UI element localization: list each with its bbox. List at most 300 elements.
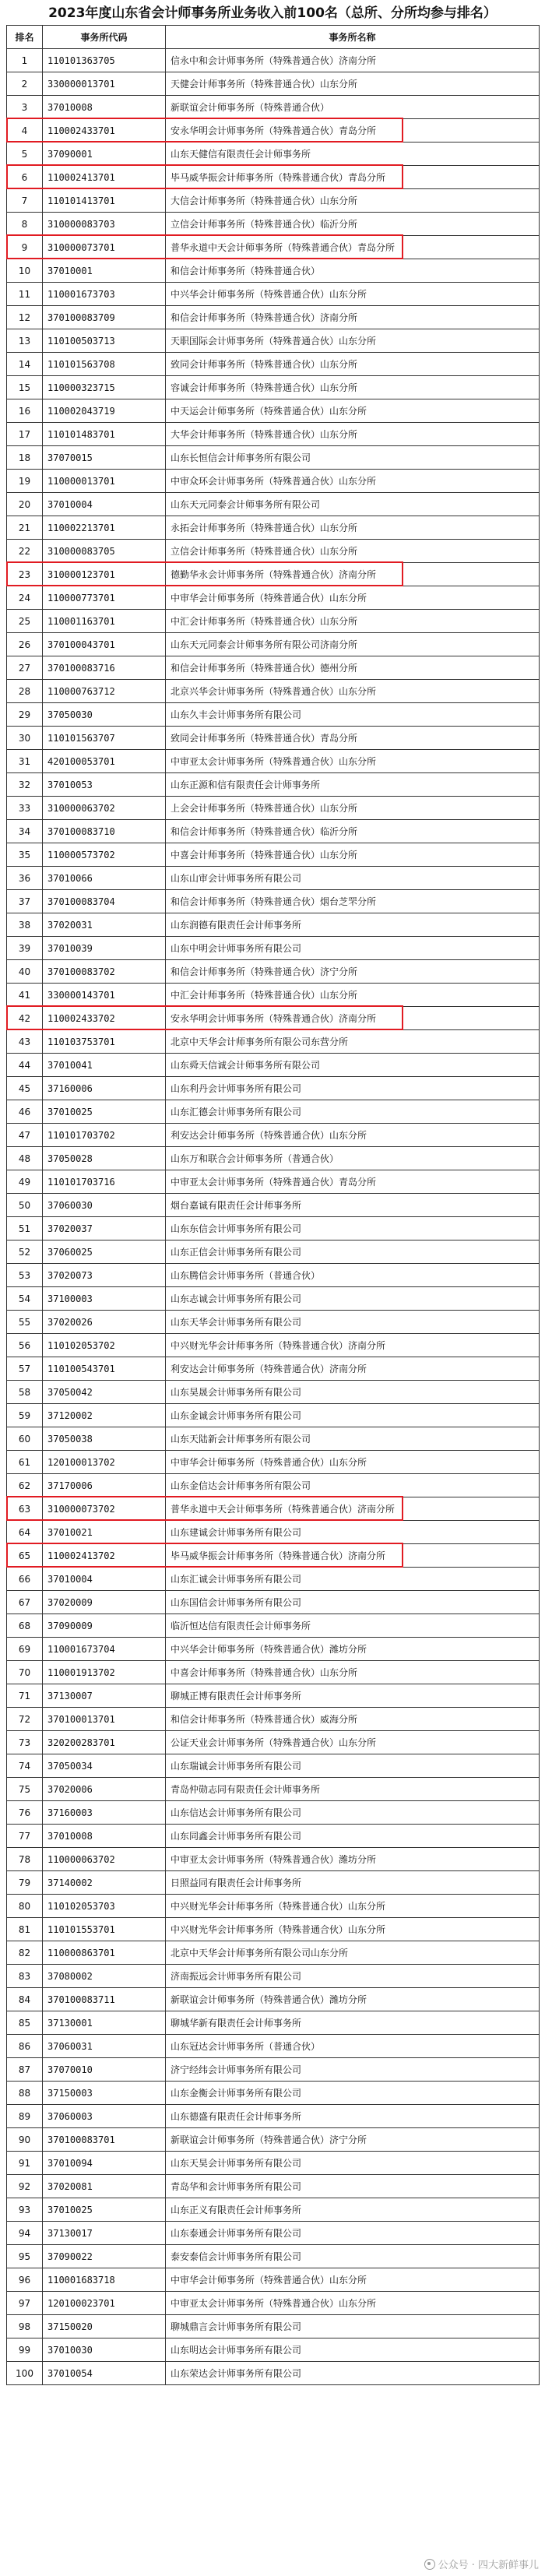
table-row [7, 1077, 540, 1100]
table-row [7, 329, 540, 353]
code-cell: 37020037 [43, 1217, 166, 1240]
table-row [7, 2198, 540, 2222]
rank-cell: 90 [7, 2128, 43, 2152]
name-cell: 中审华会计师事务所（特殊普通合伙）山东分所 [166, 586, 540, 610]
rank-cell: 38 [7, 913, 43, 937]
rank-cell: 35 [7, 843, 43, 867]
name-cell: 济宁经纬会计师事务所有限公司 [166, 2058, 540, 2082]
code-cell: 110001683718 [43, 2268, 166, 2292]
name-cell: 大华会计师事务所（特殊普通合伙）山东分所 [166, 423, 540, 446]
rank-cell: 20 [7, 493, 43, 516]
code-cell: 37010004 [43, 1568, 166, 1591]
table-row [7, 1100, 540, 1124]
table-row [7, 937, 540, 960]
rank-cell: 96 [7, 2268, 43, 2292]
name-cell: 济南振远会计师事务所有限公司 [166, 1965, 540, 1988]
name-cell: 和信会计师事务所（特殊普通合伙） [166, 259, 540, 283]
table-row-highlighted [7, 1007, 540, 1030]
table-row [7, 470, 540, 493]
table-row [7, 2338, 540, 2362]
code-cell: 110002213701 [43, 516, 166, 540]
code-cell: 37060030 [43, 1194, 166, 1217]
rank-cell: 1 [7, 49, 43, 72]
name-cell: 日照益同有限责任会计师事务所 [166, 1871, 540, 1895]
name-cell: 天职国际会计师事务所（特殊普通合伙）山东分所 [166, 329, 540, 353]
code-cell: 110100543701 [43, 1357, 166, 1381]
table-row [7, 2082, 540, 2105]
code-cell: 37020081 [43, 2175, 166, 2198]
table-row [7, 2035, 540, 2058]
table-row [7, 1848, 540, 1871]
code-cell: 37120002 [43, 1404, 166, 1427]
code-cell: 370100043701 [43, 633, 166, 656]
name-cell: 山东天昊会计师事务所有限公司 [166, 2152, 540, 2175]
rank-cell: 84 [7, 1988, 43, 2011]
rank-cell: 57 [7, 1357, 43, 1381]
rank-cell: 5 [7, 143, 43, 166]
rank-cell: 54 [7, 1287, 43, 1311]
name-cell: 普华永道中天会计师事务所（特殊普通合伙）济南分所 [166, 1497, 540, 1521]
name-cell: 山东万和联合会计师事务所（普通合伙） [166, 1147, 540, 1170]
rank-cell: 77 [7, 1825, 43, 1848]
rank-cell: 60 [7, 1427, 43, 1451]
rank-cell: 81 [7, 1918, 43, 1941]
name-cell: 山东中明会计师事务所有限公司 [166, 937, 540, 960]
name-cell: 山东正信会计师事务所有限公司 [166, 1240, 540, 1264]
name-cell: 安永华明会计师事务所（特殊普通合伙）青岛分所 [166, 119, 540, 143]
code-cell: 310000083703 [43, 213, 166, 236]
rank-cell: 49 [7, 1170, 43, 1194]
code-cell: 37060003 [43, 2105, 166, 2128]
table-row [7, 1591, 540, 1614]
name-cell: 安永华明会计师事务所（特殊普通合伙）济南分所 [166, 1007, 540, 1030]
name-cell: 中审亚太会计师事务所（特殊普通合伙）山东分所 [166, 2292, 540, 2315]
rank-cell: 85 [7, 2011, 43, 2035]
name-cell: 聊城鼎言会计师事务所有限公司 [166, 2315, 540, 2338]
name-cell: 和信会计师事务所（特殊普通合伙）济宁分所 [166, 960, 540, 984]
rank-cell: 26 [7, 633, 43, 656]
table-row [7, 540, 540, 563]
name-cell: 山东金信达会计师事务所有限公司 [166, 1474, 540, 1497]
rank-cell: 2 [7, 72, 43, 96]
table-row [7, 656, 540, 680]
name-cell: 山东金诚会计师事务所有限公司 [166, 1404, 540, 1427]
table-row [7, 376, 540, 399]
rank-cell: 13 [7, 329, 43, 353]
name-cell: 普华永道中天会计师事务所（特殊普通合伙）青岛分所 [166, 236, 540, 259]
table-row [7, 259, 540, 283]
code-cell: 37090001 [43, 143, 166, 166]
table-row-highlighted [7, 1497, 540, 1521]
name-cell: 山东天健信有限责任会计师事务所 [166, 143, 540, 166]
name-cell: 大信会计师事务所（特殊普通合伙）山东分所 [166, 189, 540, 213]
rank-cell: 74 [7, 1754, 43, 1778]
name-cell: 上会会计师事务所（特殊普通合伙）山东分所 [166, 797, 540, 820]
table-row [7, 1217, 540, 1240]
table-row-highlighted [7, 563, 540, 586]
code-cell: 110001163701 [43, 610, 166, 633]
rank-cell: 32 [7, 773, 43, 797]
table-row [7, 1240, 540, 1264]
rank-cell: 55 [7, 1311, 43, 1334]
name-cell: 中喜会计师事务所（特殊普通合伙）山东分所 [166, 843, 540, 867]
rank-cell: 19 [7, 470, 43, 493]
table-row [7, 306, 540, 329]
rank-cell: 92 [7, 2175, 43, 2198]
name-cell: 山东山审会计师事务所有限公司 [166, 867, 540, 890]
table-row [7, 72, 540, 96]
code-cell: 37020026 [43, 1311, 166, 1334]
code-cell: 120100023701 [43, 2292, 166, 2315]
name-cell: 山东志诚会计师事务所有限公司 [166, 1287, 540, 1311]
name-cell: 致同会计师事务所（特殊普通合伙）青岛分所 [166, 727, 540, 750]
table-row [7, 2362, 540, 2385]
name-cell: 致同会计师事务所（特殊普通合伙）山东分所 [166, 353, 540, 376]
name-cell: 和信会计师事务所（特殊普通合伙）济南分所 [166, 306, 540, 329]
code-cell: 370100083711 [43, 1988, 166, 2011]
name-cell: 利安达会计师事务所（特殊普通合伙）山东分所 [166, 1124, 540, 1147]
name-cell: 青岛华和会计师事务所有限公司 [166, 2175, 540, 2198]
rank-cell: 4 [7, 119, 43, 143]
code-cell: 37020009 [43, 1591, 166, 1614]
name-cell: 山东信达会计师事务所有限公司 [166, 1801, 540, 1825]
name-cell: 德勤华永会计师事务所（特殊普通合伙）济南分所 [166, 563, 540, 586]
name-cell: 永拓会计师事务所（特殊普通合伙）山东分所 [166, 516, 540, 540]
rank-cell: 40 [7, 960, 43, 984]
name-cell: 北京兴华会计师事务所（特殊普通合伙）山东分所 [166, 680, 540, 703]
rank-cell: 39 [7, 937, 43, 960]
code-cell: 37090009 [43, 1614, 166, 1638]
rank-cell: 37 [7, 890, 43, 913]
code-cell: 310000063702 [43, 797, 166, 820]
code-cell: 370100083710 [43, 820, 166, 843]
code-cell: 330000013701 [43, 72, 166, 96]
rank-cell: 78 [7, 1848, 43, 1871]
code-cell: 37010066 [43, 867, 166, 890]
name-cell: 山东正源和信有限责任会计师事务所 [166, 773, 540, 797]
rank-cell: 27 [7, 656, 43, 680]
code-cell: 37060025 [43, 1240, 166, 1264]
name-cell: 山东国信会计师事务所有限公司 [166, 1591, 540, 1614]
name-cell: 山东明达会计师事务所有限公司 [166, 2338, 540, 2362]
code-cell: 37170006 [43, 1474, 166, 1497]
code-cell: 37140002 [43, 1871, 166, 1895]
code-cell: 110001673704 [43, 1638, 166, 1661]
rank-cell: 56 [7, 1334, 43, 1357]
code-cell: 37150020 [43, 2315, 166, 2338]
rank-cell: 21 [7, 516, 43, 540]
rank-cell: 8 [7, 213, 43, 236]
code-cell: 37050034 [43, 1754, 166, 1778]
table-row [7, 1918, 540, 1941]
code-cell: 310000123701 [43, 563, 166, 586]
rank-cell: 45 [7, 1077, 43, 1100]
code-cell: 110000573702 [43, 843, 166, 867]
code-cell: 37010053 [43, 773, 166, 797]
code-cell: 37010008 [43, 1825, 166, 1848]
table-row [7, 189, 540, 213]
table-row [7, 1638, 540, 1661]
name-cell: 山东汇德会计师事务所有限公司 [166, 1100, 540, 1124]
table-row [7, 586, 540, 610]
table-row [7, 1754, 540, 1778]
name-cell: 山东天元同泰会计师事务所有限公司济南分所 [166, 633, 540, 656]
rank-cell: 41 [7, 984, 43, 1007]
table-row [7, 960, 540, 984]
name-cell: 山东瑞诚会计师事务所有限公司 [166, 1754, 540, 1778]
code-cell: 110101413701 [43, 189, 166, 213]
name-cell: 中审亚太会计师事务所（特殊普通合伙）潍坊分所 [166, 1848, 540, 1871]
table-row [7, 890, 540, 913]
code-cell: 37010001 [43, 259, 166, 283]
table-row [7, 2222, 540, 2245]
table-row [7, 1054, 540, 1077]
code-cell: 110002043719 [43, 399, 166, 423]
code-cell: 37160006 [43, 1077, 166, 1100]
table-row [7, 2105, 540, 2128]
code-cell: 110002413701 [43, 166, 166, 189]
code-cell: 37150003 [43, 2082, 166, 2105]
rank-cell: 93 [7, 2198, 43, 2222]
code-cell: 37130007 [43, 1684, 166, 1708]
rank-cell: 91 [7, 2152, 43, 2175]
rank-cell: 61 [7, 1451, 43, 1474]
table-row [7, 1684, 540, 1708]
table-row [7, 96, 540, 119]
code-cell: 37050038 [43, 1427, 166, 1451]
rank-cell: 47 [7, 1124, 43, 1147]
code-cell: 37010025 [43, 2198, 166, 2222]
watermark [424, 2557, 539, 2571]
code-cell: 110101563708 [43, 353, 166, 376]
name-cell: 山东昊晟会计师事务所有限公司 [166, 1381, 540, 1404]
name-cell: 泰安泰信会计师事务所有限公司 [166, 2245, 540, 2268]
table-body [7, 49, 540, 2385]
rank-cell: 64 [7, 1521, 43, 1544]
name-cell: 和信会计师事务所（特殊普通合伙）临沂分所 [166, 820, 540, 843]
rank-cell: 80 [7, 1895, 43, 1918]
name-cell: 青岛仲勋志同有限责任会计师事务所 [166, 1778, 540, 1801]
name-cell: 山东正义有限责任会计师事务所 [166, 2198, 540, 2222]
rank-cell: 72 [7, 1708, 43, 1731]
code-cell: 370100083704 [43, 890, 166, 913]
code-cell: 37010094 [43, 2152, 166, 2175]
rank-cell: 50 [7, 1194, 43, 1217]
table-row [7, 516, 540, 540]
code-cell: 37010039 [43, 937, 166, 960]
ranking-table [6, 25, 540, 2385]
code-cell: 310000083705 [43, 540, 166, 563]
rank-cell: 48 [7, 1147, 43, 1170]
table-row [7, 913, 540, 937]
rank-cell: 86 [7, 2035, 43, 2058]
table-row [7, 2268, 540, 2292]
name-cell: 中兴财光华会计师事务所（特殊普通合伙）山东分所 [166, 1918, 540, 1941]
table-row [7, 1334, 540, 1357]
code-cell: 37010054 [43, 2362, 166, 2385]
rank-cell: 7 [7, 189, 43, 213]
rank-cell: 44 [7, 1054, 43, 1077]
rank-cell: 31 [7, 750, 43, 773]
code-cell: 37130001 [43, 2011, 166, 2035]
table-row [7, 633, 540, 656]
code-cell: 37010008 [43, 96, 166, 119]
rank-cell: 89 [7, 2105, 43, 2128]
code-cell: 110000773701 [43, 586, 166, 610]
rank-cell: 82 [7, 1941, 43, 1965]
table-row [7, 423, 540, 446]
rank-cell: 12 [7, 306, 43, 329]
rank-cell: 100 [7, 2362, 43, 2385]
table-row-highlighted [7, 1544, 540, 1568]
table-row [7, 1941, 540, 1965]
table-row [7, 2011, 540, 2035]
code-cell: 37050028 [43, 1147, 166, 1170]
code-cell: 110101703702 [43, 1124, 166, 1147]
name-cell: 山东冠达会计师事务所（普通合伙） [166, 2035, 540, 2058]
name-cell: 新联谊会计师事务所（特殊普通合伙）潍坊分所 [166, 1988, 540, 2011]
code-cell: 110102053702 [43, 1334, 166, 1357]
name-cell: 容诚会计师事务所（特殊普通合伙）山东分所 [166, 376, 540, 399]
table-row-highlighted [7, 119, 540, 143]
rank-cell: 42 [7, 1007, 43, 1030]
code-cell: 110002413702 [43, 1544, 166, 1568]
code-cell: 370100083716 [43, 656, 166, 680]
code-cell: 37070010 [43, 2058, 166, 2082]
code-cell: 110101703716 [43, 1170, 166, 1194]
name-cell: 新联谊会计师事务所（特殊普通合伙）济宁分所 [166, 2128, 540, 2152]
code-cell: 37020006 [43, 1778, 166, 1801]
code-cell: 110101363705 [43, 49, 166, 72]
code-cell: 37100003 [43, 1287, 166, 1311]
code-cell: 37070015 [43, 446, 166, 470]
code-cell: 37050030 [43, 703, 166, 727]
rank-cell: 65 [7, 1544, 43, 1568]
rank-cell: 25 [7, 610, 43, 633]
code-cell: 370100083701 [43, 2128, 166, 2152]
name-cell: 山东建诚会计师事务所有限公司 [166, 1521, 540, 1544]
code-cell: 37010021 [43, 1521, 166, 1544]
table-row [7, 2152, 540, 2175]
rank-cell: 33 [7, 797, 43, 820]
name-cell: 中审华会计师事务所（特殊普通合伙）山东分所 [166, 2268, 540, 2292]
rank-cell: 3 [7, 96, 43, 119]
header-rank: 排名 [7, 26, 43, 49]
table-row [7, 1170, 540, 1194]
table-row [7, 1264, 540, 1287]
name-cell: 山东天元同泰会计师事务所有限公司 [166, 493, 540, 516]
table-row-highlighted [7, 166, 540, 189]
rank-cell: 15 [7, 376, 43, 399]
rank-cell: 53 [7, 1264, 43, 1287]
code-cell: 110000063702 [43, 1848, 166, 1871]
table-row [7, 1474, 540, 1497]
name-cell: 中兴财光华会计师事务所（特殊普通合伙）济南分所 [166, 1334, 540, 1357]
name-cell: 山东金衡会计师事务所有限公司 [166, 2082, 540, 2105]
table-row [7, 1451, 540, 1474]
rank-cell: 99 [7, 2338, 43, 2362]
name-cell: 毕马威华振会计师事务所（特殊普通合伙）青岛分所 [166, 166, 540, 189]
table-row [7, 1778, 540, 1801]
table-row [7, 213, 540, 236]
code-cell: 310000073701 [43, 236, 166, 259]
rank-cell: 6 [7, 166, 43, 189]
rank-cell: 88 [7, 2082, 43, 2105]
name-cell: 毕马威华振会计师事务所（特殊普通合伙）济南分所 [166, 1544, 540, 1568]
rank-cell: 34 [7, 820, 43, 843]
table-row [7, 773, 540, 797]
code-cell: 110001673703 [43, 283, 166, 306]
name-cell: 中审亚太会计师事务所（特殊普通合伙）青岛分所 [166, 1170, 540, 1194]
table-row [7, 353, 540, 376]
name-cell: 中兴华会计师事务所（特殊普通合伙）潍坊分所 [166, 1638, 540, 1661]
name-cell: 立信会计师事务所（特殊普通合伙）山东分所 [166, 540, 540, 563]
name-cell: 山东长恒信会计师事务所有限公司 [166, 446, 540, 470]
code-cell: 37020073 [43, 1264, 166, 1287]
rank-cell: 10 [7, 259, 43, 283]
code-cell: 37130017 [43, 2222, 166, 2245]
rank-cell: 62 [7, 1474, 43, 1497]
table-row [7, 1194, 540, 1217]
table-row [7, 1708, 540, 1731]
name-cell: 临沂恒达信有限责任会计师事务所 [166, 1614, 540, 1638]
rank-cell: 87 [7, 2058, 43, 2082]
code-cell: 110101563707 [43, 727, 166, 750]
rank-cell: 79 [7, 1871, 43, 1895]
name-cell: 山东东信会计师事务所有限公司 [166, 1217, 540, 1240]
table-row [7, 1287, 540, 1311]
code-cell: 110103753701 [43, 1030, 166, 1054]
table-row [7, 1404, 540, 1427]
table-row [7, 2315, 540, 2338]
name-cell: 山东利丹会计师事务所有限公司 [166, 1077, 540, 1100]
table-row [7, 1614, 540, 1638]
rank-cell: 69 [7, 1638, 43, 1661]
code-cell: 37020031 [43, 913, 166, 937]
name-cell: 天健会计师事务所（特殊普通合伙）山东分所 [166, 72, 540, 96]
code-cell: 37090022 [43, 2245, 166, 2268]
name-cell: 中审华会计师事务所（特殊普通合伙）山东分所 [166, 1451, 540, 1474]
table-row [7, 1661, 540, 1684]
table-row [7, 2058, 540, 2082]
table-row [7, 680, 540, 703]
code-cell: 110000013701 [43, 470, 166, 493]
table-row [7, 1871, 540, 1895]
name-cell: 山东同鑫会计师事务所有限公司 [166, 1825, 540, 1848]
table-row [7, 1731, 540, 1754]
table-row [7, 797, 540, 820]
table-row [7, 1124, 540, 1147]
code-cell: 37010025 [43, 1100, 166, 1124]
code-cell: 37080002 [43, 1965, 166, 1988]
name-cell: 中审众环会计师事务所（特殊普通合伙）山东分所 [166, 470, 540, 493]
name-cell: 和信会计师事务所（特殊普通合伙）烟台芝罘分所 [166, 890, 540, 913]
rank-cell: 51 [7, 1217, 43, 1240]
rank-cell: 83 [7, 1965, 43, 1988]
code-cell: 110101553701 [43, 1918, 166, 1941]
rank-cell: 43 [7, 1030, 43, 1054]
rank-cell: 67 [7, 1591, 43, 1614]
code-cell: 110100503713 [43, 329, 166, 353]
code-cell: 110102053703 [43, 1895, 166, 1918]
page-title: 2023年度山东省会计师事务所业务收入前100名（总所、分所均参与排名） [48, 5, 497, 21]
rank-cell: 97 [7, 2292, 43, 2315]
code-cell: 110002433701 [43, 119, 166, 143]
rank-cell: 59 [7, 1404, 43, 1427]
table-row [7, 1427, 540, 1451]
header-name: 事务所名称 [166, 26, 540, 49]
rank-cell: 95 [7, 2245, 43, 2268]
